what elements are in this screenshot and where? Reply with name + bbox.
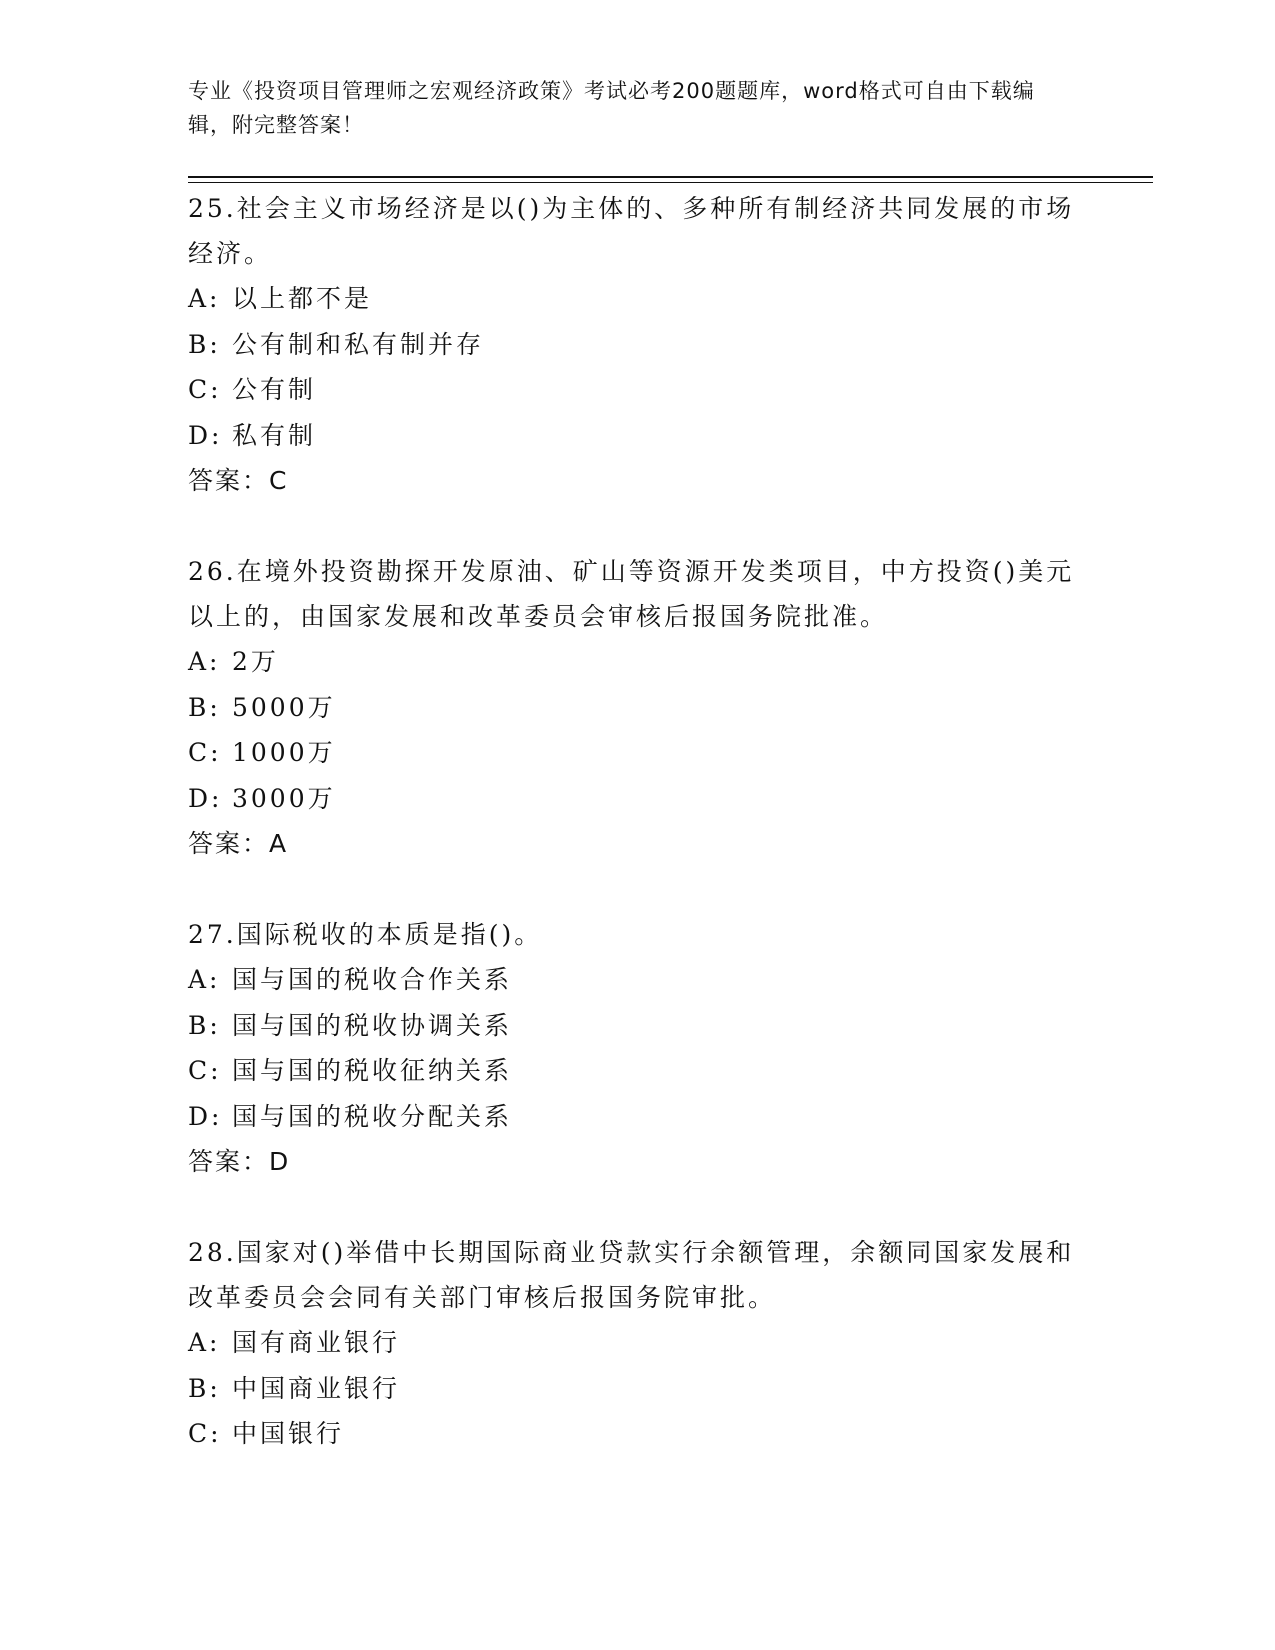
option-b (188, 685, 1088, 731)
option-text: 公有制和私有制并存 (232, 329, 485, 359)
option-a (188, 957, 1088, 1003)
question-text: 25.社会主义市场经济是以()为主体的、多种所有制经济共同发展的市场经济。 (188, 194, 1075, 268)
option-text: 国与国的税收合作关系 (232, 965, 513, 994)
option-text: 以上都不是 (232, 284, 373, 313)
header-divider-thick (188, 176, 1153, 178)
question-text: 26.在境外投资勘探开发原油、矿山等资源开发类项目，中方投资()美元以上的，由国家发展和改革委员会审核后报国务院批准。 (188, 557, 1075, 631)
option-label: A: (188, 1328, 221, 1357)
option-b (188, 1366, 1088, 1412)
header-divider-thin (188, 182, 1153, 183)
option-text: 私有制 (232, 420, 317, 450)
option-c (188, 367, 1088, 413)
option-c (188, 1048, 1088, 1094)
option-label: A: (188, 647, 221, 676)
option-b (188, 1003, 1088, 1049)
option-text: 国与国的税收分配关系 (232, 1101, 513, 1131)
answer-line: 答案：C (188, 466, 289, 495)
answer-line: 答案：A (188, 829, 289, 858)
option-label: D: (188, 1101, 223, 1131)
question-text: 27.国际税收的本质是指()。 (188, 920, 543, 949)
option-label: B: (188, 692, 221, 722)
option-label: C: (188, 375, 222, 404)
option-b (188, 322, 1088, 368)
option-label: B: (188, 1373, 221, 1403)
option-text: 国与国的税收协调关系 (232, 1010, 513, 1040)
option-text: 国有商业银行 (232, 1328, 401, 1357)
option-label: C: (188, 738, 222, 767)
option-text: 2万 (232, 647, 279, 676)
option-text: 中国银行 (232, 1419, 345, 1448)
question-28 (188, 1230, 1088, 1457)
option-d (188, 413, 1088, 459)
option-label: C: (188, 1056, 222, 1085)
option-text: 3000万 (232, 783, 336, 813)
option-label: A: (188, 284, 221, 313)
question-26 (188, 549, 1088, 866)
option-text: 中国商业银行 (232, 1373, 401, 1403)
question-25 (188, 186, 1088, 503)
option-a (188, 639, 1088, 685)
option-d (188, 776, 1088, 822)
option-c (188, 730, 1088, 776)
option-text: 公有制 (232, 375, 317, 404)
option-text: 1000万 (232, 738, 336, 767)
option-label: B: (188, 1010, 221, 1040)
option-text: 5000万 (232, 692, 336, 722)
question-list (188, 186, 1088, 1503)
option-label: D: (188, 420, 223, 450)
option-label: B: (188, 329, 221, 359)
answer-line: 答案：D (188, 1147, 291, 1176)
option-label: A: (188, 965, 221, 994)
question-text: 28.国家对()举借中长期国际商业贷款实行余额管理，余额同国家发展和改革委员会会同有关部门审核后报国务院审批。 (188, 1238, 1075, 1312)
option-text: 国与国的税收征纳关系 (232, 1056, 513, 1085)
option-c (188, 1411, 1088, 1457)
question-27 (188, 912, 1088, 1184)
option-a (188, 1320, 1088, 1366)
option-d (188, 1094, 1088, 1140)
option-a (188, 276, 1088, 322)
option-label: C: (188, 1419, 222, 1448)
option-label: D: (188, 783, 223, 813)
document-header: 专业《投资项目管理师之宏观经济政策》考试必考200题题库，word格式可自由下载编辑，附完整答案！ (188, 79, 1035, 137)
